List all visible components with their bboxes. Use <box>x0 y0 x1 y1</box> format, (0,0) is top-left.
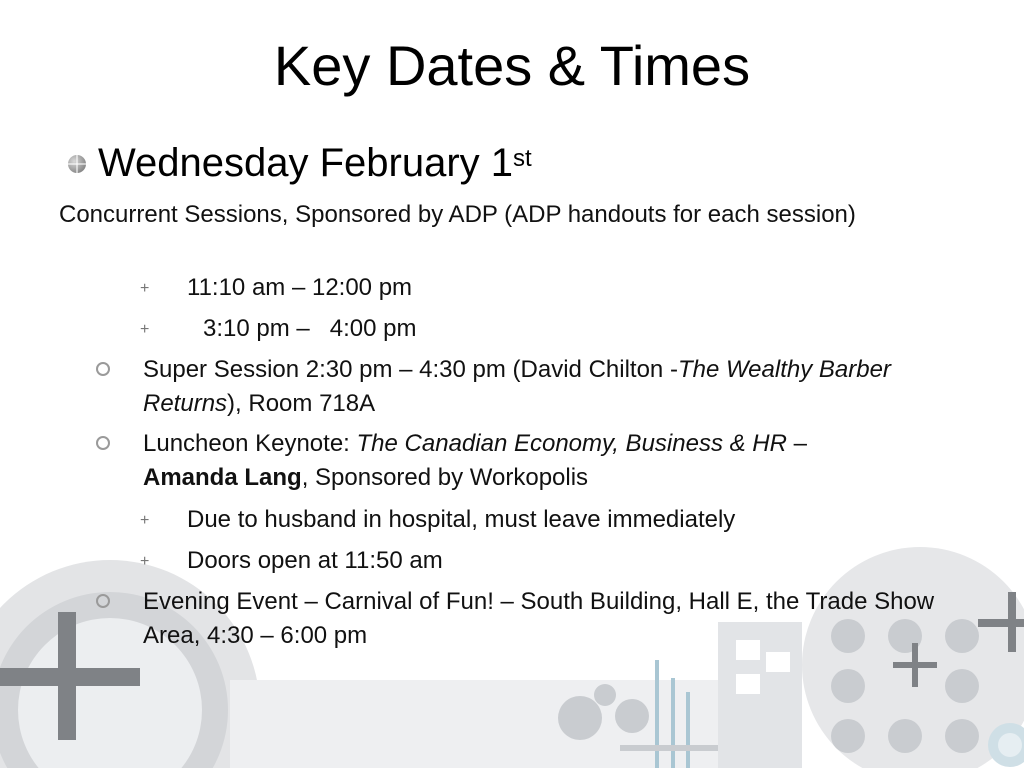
right-circle-graphic <box>802 547 1024 768</box>
keynote-lead: Luncheon Keynote: <box>143 430 357 457</box>
plus-bullet-icon: + <box>140 512 150 529</box>
plus-bullet-icon: + <box>140 321 150 338</box>
plus-bullet-icon: + <box>140 280 150 297</box>
day-text: Wednesday February 1 <box>98 141 514 185</box>
session-time-2: 3:10 pm – 4:00 pm <box>203 315 417 342</box>
evening-event-item: Evening Event – Carnival of Fun! – South Building, Hall E, the Trade Show Area, 4:30 – 6:00 pm <box>143 588 935 649</box>
slide-title: Key Dates & Times <box>273 34 751 97</box>
keynote-speaker: Amanda Lang <box>143 464 302 491</box>
keynote-dash: – <box>786 430 807 457</box>
globe-bullet-icon <box>68 155 86 173</box>
day-heading <box>68 140 532 186</box>
super-session-lead: Super Session 2:30 pm – 4:30 pm (David Chilton - <box>143 356 678 383</box>
keynote-topic: The Canadian Economy, Business & HR <box>356 430 787 457</box>
session-time-1: 11:10 am – 12:00 pm <box>187 274 413 301</box>
concurrent-sessions-text: Concurrent Sessions, Sponsored by ADP (ADP handouts for each session) <box>59 201 856 228</box>
ring-bullet-icon <box>96 594 110 608</box>
super-session-tail: ), Room 718A <box>227 390 376 417</box>
super-session-book: The Wealthy Barber Returns <box>143 356 891 417</box>
ring-bullet-icon <box>96 436 110 450</box>
keynote-item <box>143 427 963 495</box>
keynote-note-2: Doors open at 11:50 am <box>187 547 443 574</box>
plus-bullet-icon: + <box>140 553 150 570</box>
day-suffix: st <box>513 145 532 172</box>
ring-bullet-icon <box>96 362 110 376</box>
keynote-tail: , Sponsored by Workopolis <box>301 464 589 491</box>
keynote-note-1: Due to husband in hospital, must leave immediately <box>187 506 736 533</box>
super-session-item <box>143 353 963 421</box>
